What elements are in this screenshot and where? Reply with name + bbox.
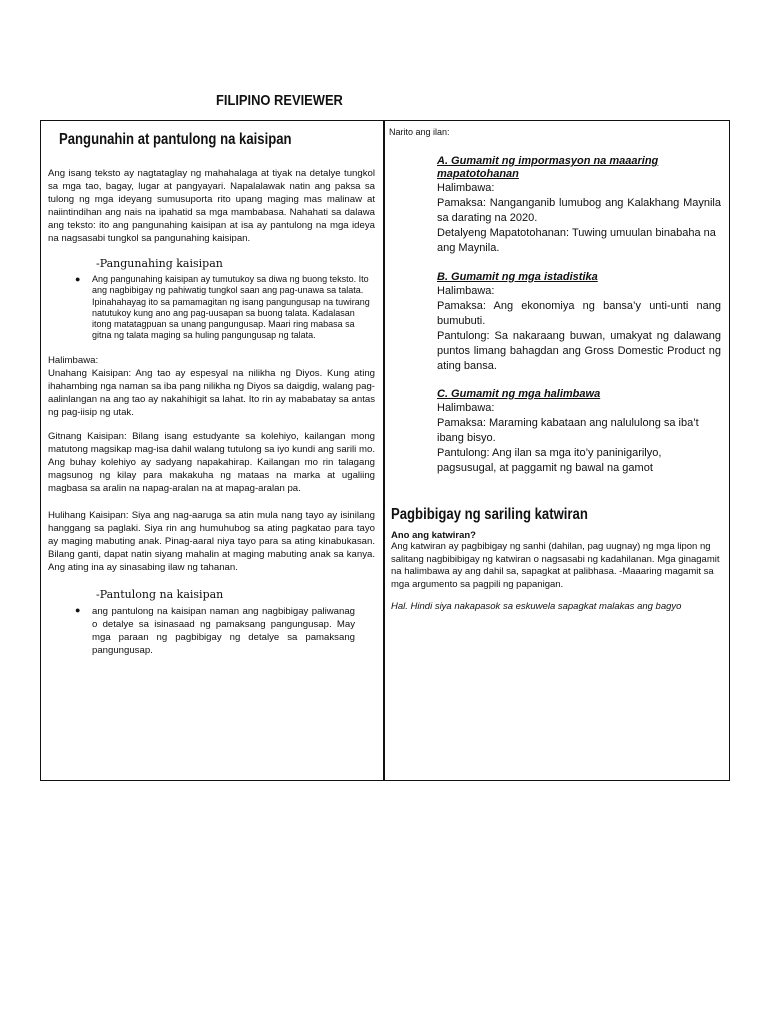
katwiran-body: Ang katwiran ay pagbibigay ng sanhi (dahilan, pag uugnay) ng mga lipon ng salitang nagbibibigay ng katwiran o nagsasabi ng kadahilanan. Mga ginagamit na halimbawa ay ang dahil sa, sapagkat at palibhasa. -Maaaring magamit sa mga argumento sa pagpili ng papanigan. bbox=[391, 541, 720, 590]
ano-ang-katwiran: Ano ang katwiran? bbox=[391, 530, 476, 541]
bullet-dot-icon: ● bbox=[75, 274, 81, 284]
heading-c: C. Gumamit ng mga halimbawa bbox=[437, 388, 601, 400]
content-table bbox=[40, 120, 730, 781]
halimbawa-example: Hal. Hindi siya nakapasok sa eskuwela sapagkat malakas ang bagyo bbox=[391, 601, 682, 612]
section-b: B. Gumamit ng mga istadistika Halimbawa: Pamaksa: Ang ekonomiya ng bansa’y unti-unti nang bumubuti. Pantulong: Sa nakaraang buwan, umakyat ng dalawang puntos limang bahagdan ang Gross Domestic Product ng ating bansa. bbox=[437, 271, 721, 372]
heading-b: B. Gumamit ng mga istadistika bbox=[437, 271, 598, 283]
page-title: FILIPINO REVIEWER bbox=[216, 92, 343, 109]
pantulong-bullet: ● ang pantulong na kaisipan naman ang nagbibigay paliwanag o detalye sa isinasaad ng pamaksang pangungusap. May mga paraan ng pagbibigay ng detalye sa pamaksang pangungusap. bbox=[48, 605, 375, 657]
left-column bbox=[41, 121, 383, 657]
section-title-pangunahin: Pangunahin at pantulong na kaisipan bbox=[59, 131, 292, 148]
right-column bbox=[385, 121, 729, 612]
heading-a: A. Gumamit ng impormasyon na maaaring mapatotohanan bbox=[437, 155, 659, 180]
pangunahing-heading: -Pangunahing kaisipan bbox=[96, 257, 223, 270]
section-a: A. Gumamit ng impormasyon na maaaring mapatotohanan Halimbawa: Pamaksa: Nanganganib lumubog ang Kalakhang Maynila sa darating na 2020. Detalyeng Mapatotohanan: Tuwing umuulan binabaha na ang Maynila. bbox=[437, 155, 721, 254]
bullet-dot-icon: ● bbox=[75, 604, 81, 615]
pangunahing-bullet: ● Ang pangunahing kaisipan ay tumutukoy sa diwa ng buong teksto. Ito ang nagbibigay ng pahiwatig tungkol saan ang pag-unawa sa talata. Ipinahahayag ito sa pamamagitan ng isang pangungusap na tuwirang natutukoy kung ano ang pag-uusapan sa buong talata. Kadalasan itong matatagpuan sa unang pangungusap. Maari ring mabasa sa gitna ng talata maging sa huling pangungusap ng talata. bbox=[48, 274, 375, 342]
section-title-katwiran: Pagbibigay ng sariling katwiran bbox=[391, 506, 588, 523]
narito-label: Narito ang ilan: bbox=[389, 127, 450, 137]
intro-paragraph: Ang isang teksto ay nagtataglay ng mahahalaga at tiyak na detalye tungkol sa mga tao, bagay, lugar at pangyayari. Napalalawak natin ang paksa sa tulong ng mga ideyang sumusuporta rito upang maging mas malinaw at naiintindihan ang nais na ipahatid sa mga mambabasa. Nahahati sa dalawa ang teksto: ito ang pangunahing kaisipan at isa ay pantulong na mga ideya na nagsasabi tungkol sa pangunahing kaisipan. bbox=[48, 168, 375, 244]
gitnang-kaisipan: Gitnang Kaisipan: Bilang isang estudyante sa kolehiyo, kailangan mong matutong magsikap mag-isa dahil walang tutulong sa iyo kundi ang sarili mo. Ang buhay kolehiyo ay sadyang napakahirap. Kailangan mo rin talagang magsunog ng kilay para makakuha ng mataas na marka at ugaliing magbasa sa aralin na napag-aralan na at mapag-aralan pa. bbox=[48, 430, 375, 494]
pantulong-heading: -Pantulong na kaisipan bbox=[96, 587, 224, 601]
halimbawa-label: Halimbawa: bbox=[48, 354, 99, 366]
hulihang-kaisipan: Hulihang Kaisipan: Siya ang nag-aaruga sa atin mula nang tayo ay isinilang hanggang sa paglaki. Siya rin ang humuhubog sa ating pagkatao para tayo ay maging mabuting anak. Pinag-aaral niya tayo para sa ating kinabukasan. Bilang ganti, dapat natin siyang mahalin at maging mabuting anak sa kanya. Ang ating ina ay sinasabing ilaw ng tahanan. bbox=[48, 509, 375, 573]
section-c: C. Gumamit ng mga halimbawa Halimbawa: Pamaksa: Maraming kabataan ang nalululong sa iba’t ibang bisyo. Pantulong: Ang ilan sa mga ito’y paninigarilyo, pagsusugal, at paggamit ng bawal na gamot bbox=[437, 388, 721, 476]
unahang-kaisipan: Unahang Kaisipan: Ang tao ay espesyal na nilikha ng Diyos. Kung ating ihahambing nga naman sa iba pang nilikha ng Diyos sa daigdig, walang pag-aalinlangan na ang tao ay nakahihigit sa lahat. Ito rin ay mababatay sa antas ng pag-iisip ng utak. bbox=[48, 367, 375, 418]
